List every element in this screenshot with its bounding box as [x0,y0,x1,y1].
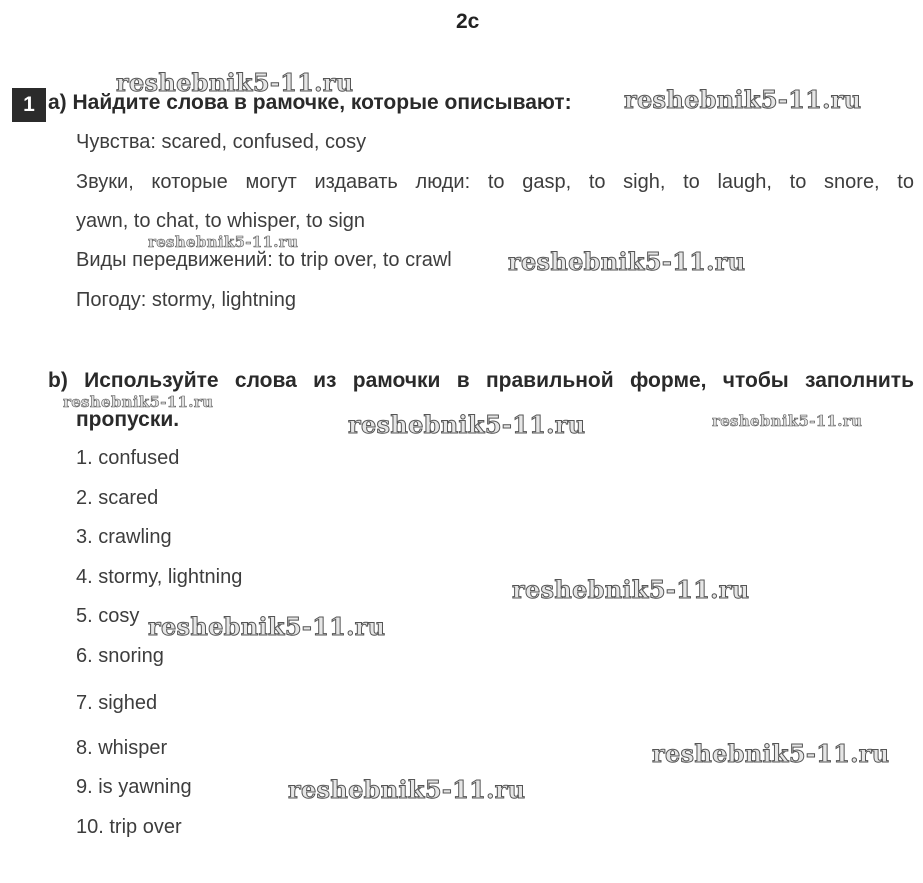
page-title: 2c [456,10,480,33]
answer-7: 7. sighed [76,692,158,714]
watermark: reshebnik5-11.ru [63,393,214,411]
answer-1: 1. confused [76,447,180,469]
answer-3: 3. crawling [76,526,172,548]
exercise-number-badge: 1 [12,88,46,122]
part-a-line-feelings: Чувства: scared, confused, cosy [76,131,367,153]
watermark: reshebnik5-11.ru [288,775,526,804]
answer-10: 10. trip over [76,816,182,838]
watermark: reshebnik5-11.ru [712,412,863,430]
watermark: reshebnik5-11.ru [148,612,386,641]
answer-8: 8. whisper [76,737,168,759]
watermark: reshebnik5-11.ru [652,739,890,768]
watermark: reshebnik5-11.ru [116,68,354,97]
watermark: reshebnik5-11.ru [512,575,750,604]
watermark: reshebnik5-11.ru [508,247,746,276]
answer-5: 5. cosy [76,605,140,627]
watermark: reshebnik5-11.ru [624,85,862,114]
answer-9: 9. is yawning [76,776,192,798]
part-b-heading: b) Используйте слова из рамочки в правильной форме, чтобы заполнить [48,369,914,392]
part-a-line-sounds: Звуки, которые могут издавать люди: to gasp, to sigh, to laugh, to snore, to [76,171,914,193]
answer-2: 2. scared [76,487,159,509]
watermark: reshebnik5-11.ru [348,410,586,439]
watermark: reshebnik5-11.ru [148,233,299,251]
part-a-heading: a) Найдите слова в рамочке, которые описывают: [48,91,572,114]
part-a-line-weather: Погоду: stormy, lightning [76,289,296,311]
part-a-line-sounds-cont: yawn, to chat, to whisper, to sign [76,210,366,232]
answer-6: 6. snoring [76,645,164,667]
answer-4: 4. stormy, lightning [76,566,243,588]
part-a-line-movement: Виды передвижений: to trip over, to crawl [76,249,452,271]
part-b-heading-cont: пропуски. [76,408,180,431]
